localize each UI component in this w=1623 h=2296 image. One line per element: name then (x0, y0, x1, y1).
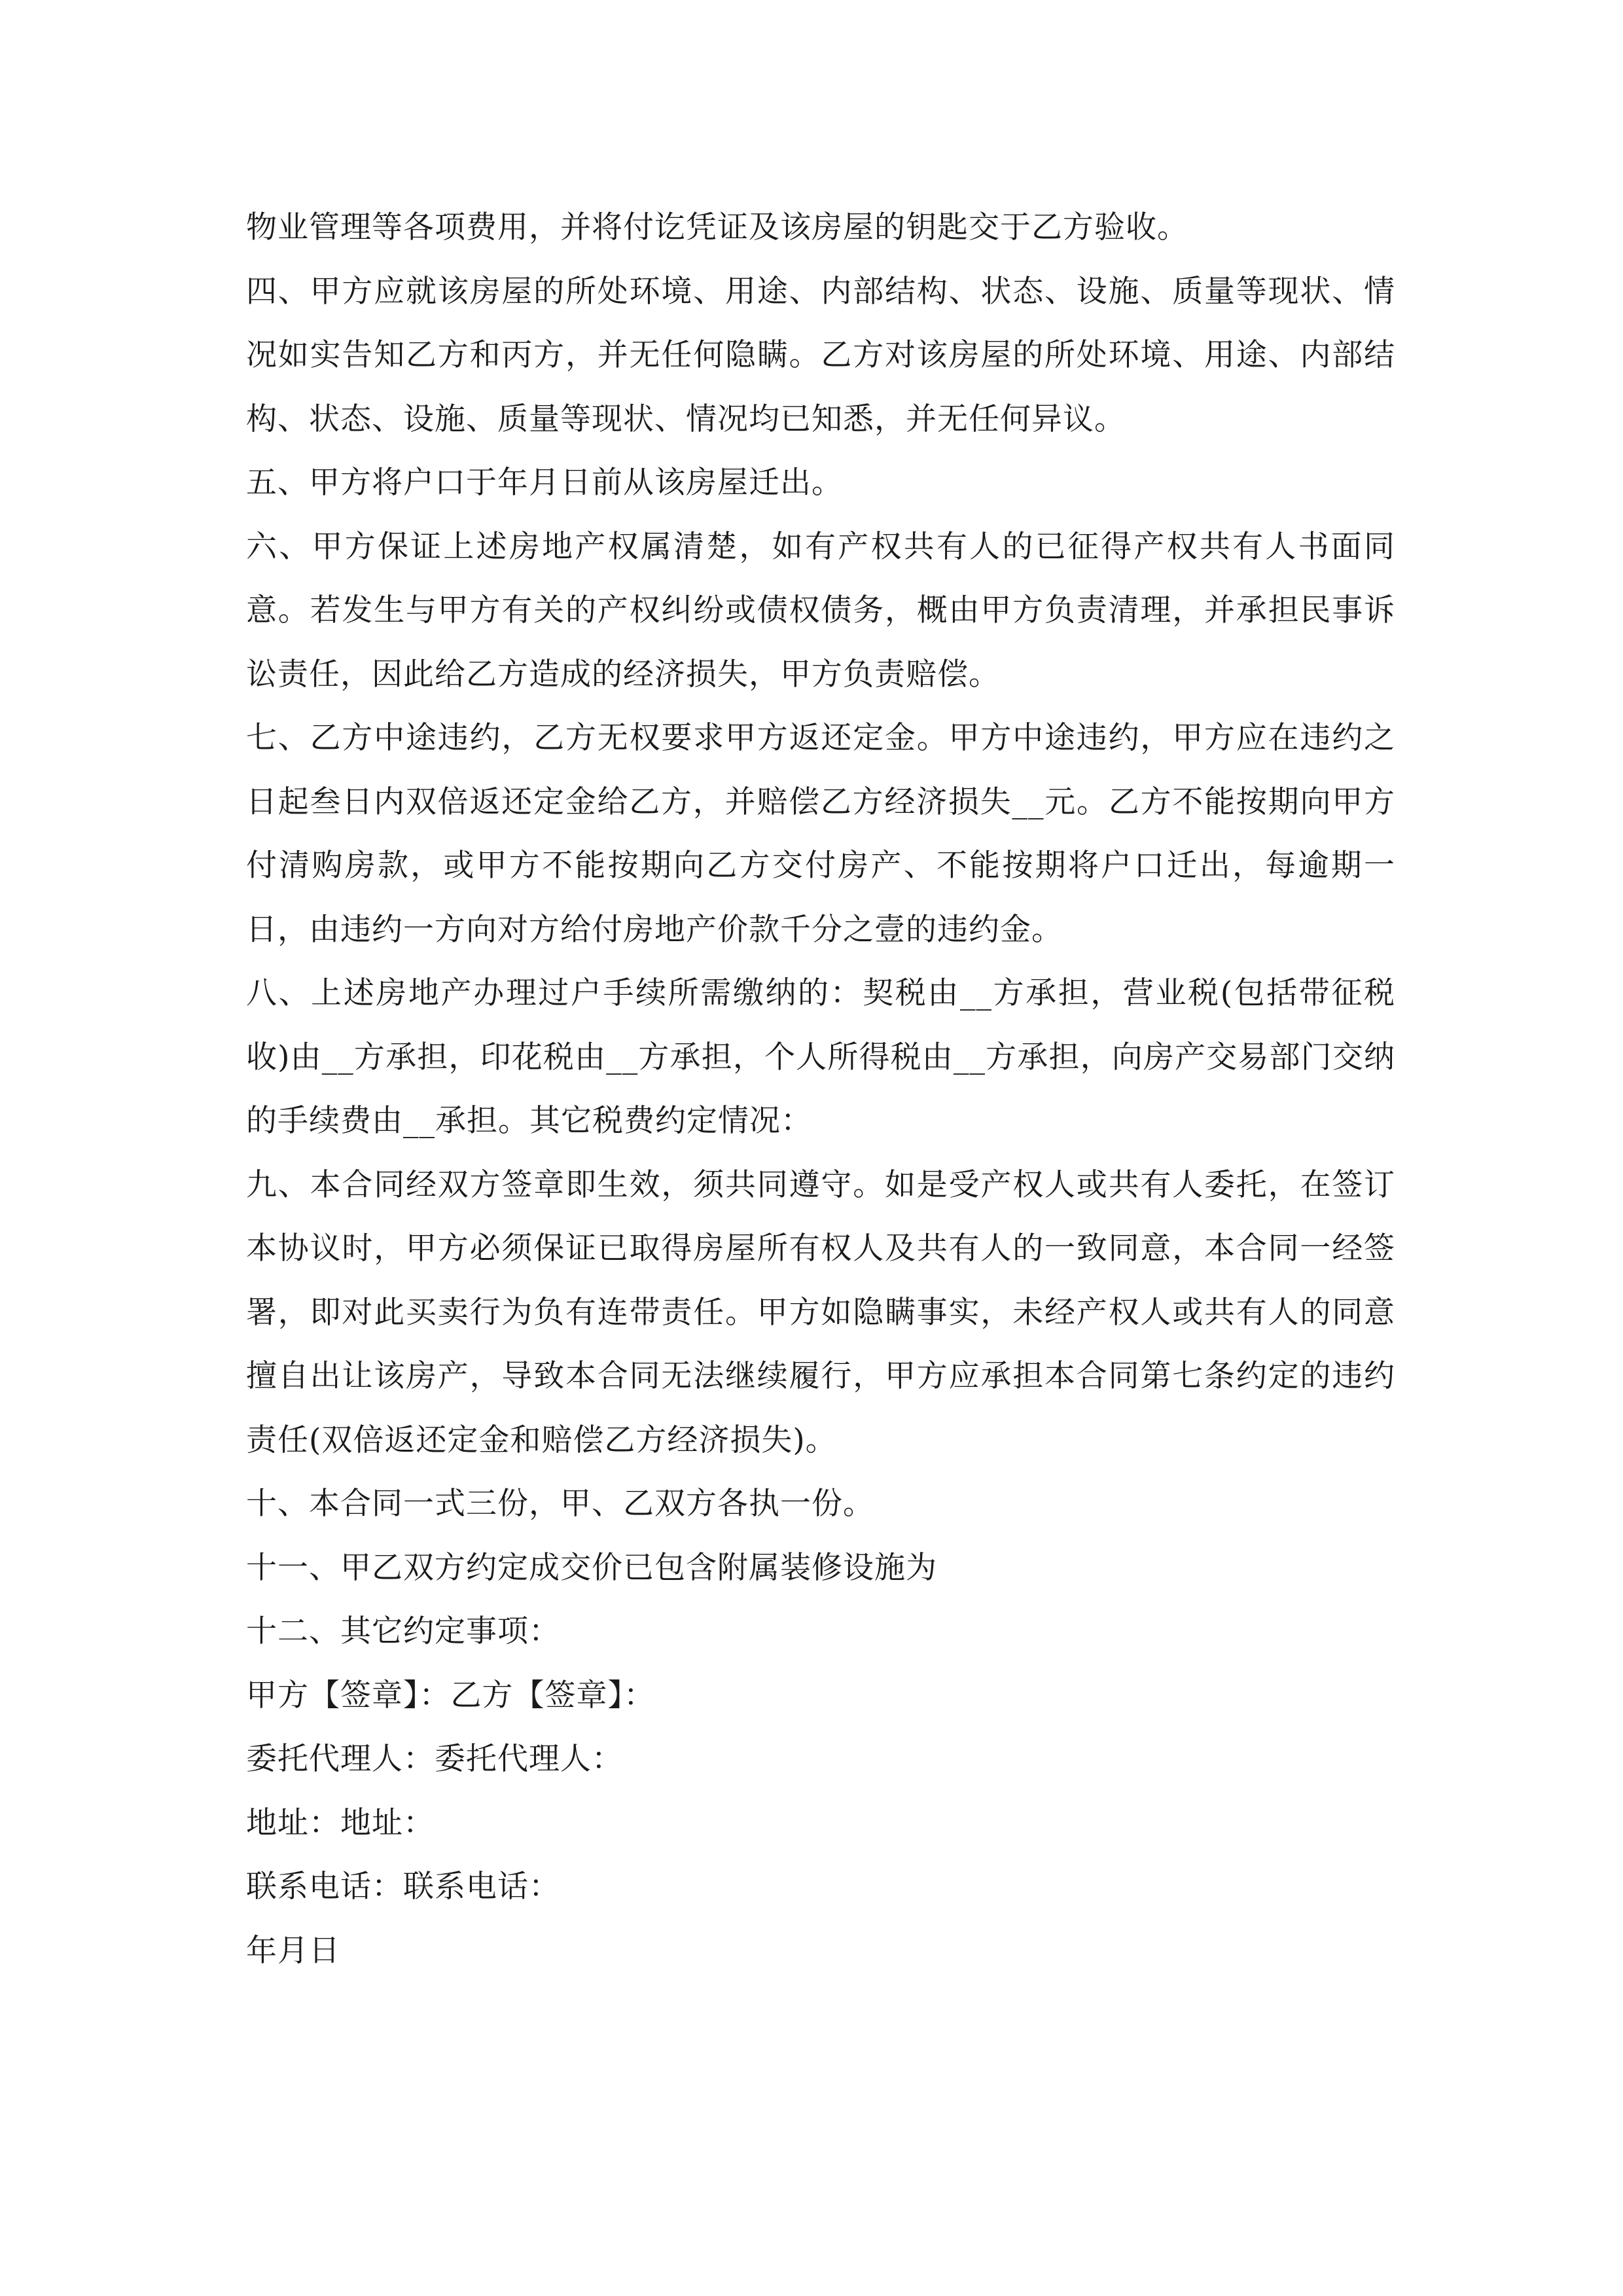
paragraph-clause-11: 十一、甲乙双方约定成交价已包含附属装修设施为 (246, 1549, 937, 1586)
phone-line: 联系电话：联系电话： (246, 1869, 560, 1905)
agent-line: 委托代理人：委托代理人： (246, 1741, 623, 1777)
document-body (246, 196, 1395, 1982)
paragraph-clause-5: 五、甲方将户口于年月日前从该房屋迁出。 (246, 465, 843, 501)
paragraph-clause-10: 十、本合同一式三份，甲、乙双方各执一份。 (246, 1486, 874, 1522)
paragraph-clause-12: 十二、其它约定事项： (246, 1613, 560, 1649)
paragraph-clause-6: 六、甲方保证上述房地产权属清楚，如有产权共有人的已征得产权共有人书面同意。若发生与甲方有关的产权纠纷或债权债务，概由甲方负责清理，并承担民事诉讼责任，因此给乙方造成的经济损失，甲方负责赔偿。 (246, 528, 1395, 692)
paragraph-clause-9: 九、本合同经双方签章即生效，须共同遵守。如是受产权人或共有人委托，在签订本协议时，甲方必须保证已取得房屋所有权人及共有人的一致同意，本合同一经签署，即对此买卖行为负有连带责任。甲方如隐瞒事实，未经产权人或共有人的同意擅自出让该房产，导致本合同无法继续履行，甲方应承担本合同第七条约定的违约责任(双倍返还定金和赔偿乙方经济损失)。 (246, 1166, 1395, 1458)
paragraph-clause-7: 七、乙方中途违约，乙方无权要求甲方返还定金。甲方中途违约，甲方应在违约之日起叁日内双倍返还定金给乙方，并赔偿乙方经济损失__元。乙方不能按期向甲方付清购房款，或甲方不能按期向乙方交付房产、不能按期将户口迁出，每逾期一日，由违约一方向对方给付房地产价款千分之壹的违约金。 (246, 720, 1395, 948)
signature-line: 甲方【签章】：乙方【签章】： (246, 1677, 655, 1713)
address-line: 地址：地址： (246, 1804, 435, 1841)
paragraph-clause-4: 四、甲方应就该房屋的所处环境、用途、内部结构、状态、设施、质量等现状、情况如实告知乙方和丙方，并无任何隐瞒。乙方对该房屋的所处环境、用途、内部结构、状态、设施、质量等现状、情况均已知悉，并无任何异议。 (246, 273, 1395, 437)
paragraph-clause-8: 八、上述房地产办理过户手续所需缴纳的：契税由__方承担，营业税(包括带征税收)由__方承担，印花税由__方承担，个人所得税由__方承担，向房产交易部门交纳的手续费由__承担。其它税费约定情况： (246, 975, 1395, 1139)
date-line: 年月日 (246, 1932, 340, 1969)
paragraph-fee-handover: 物业管理等各项费用，并将付讫凭证及该房屋的钥匙交于乙方验收。 (246, 209, 1188, 245)
